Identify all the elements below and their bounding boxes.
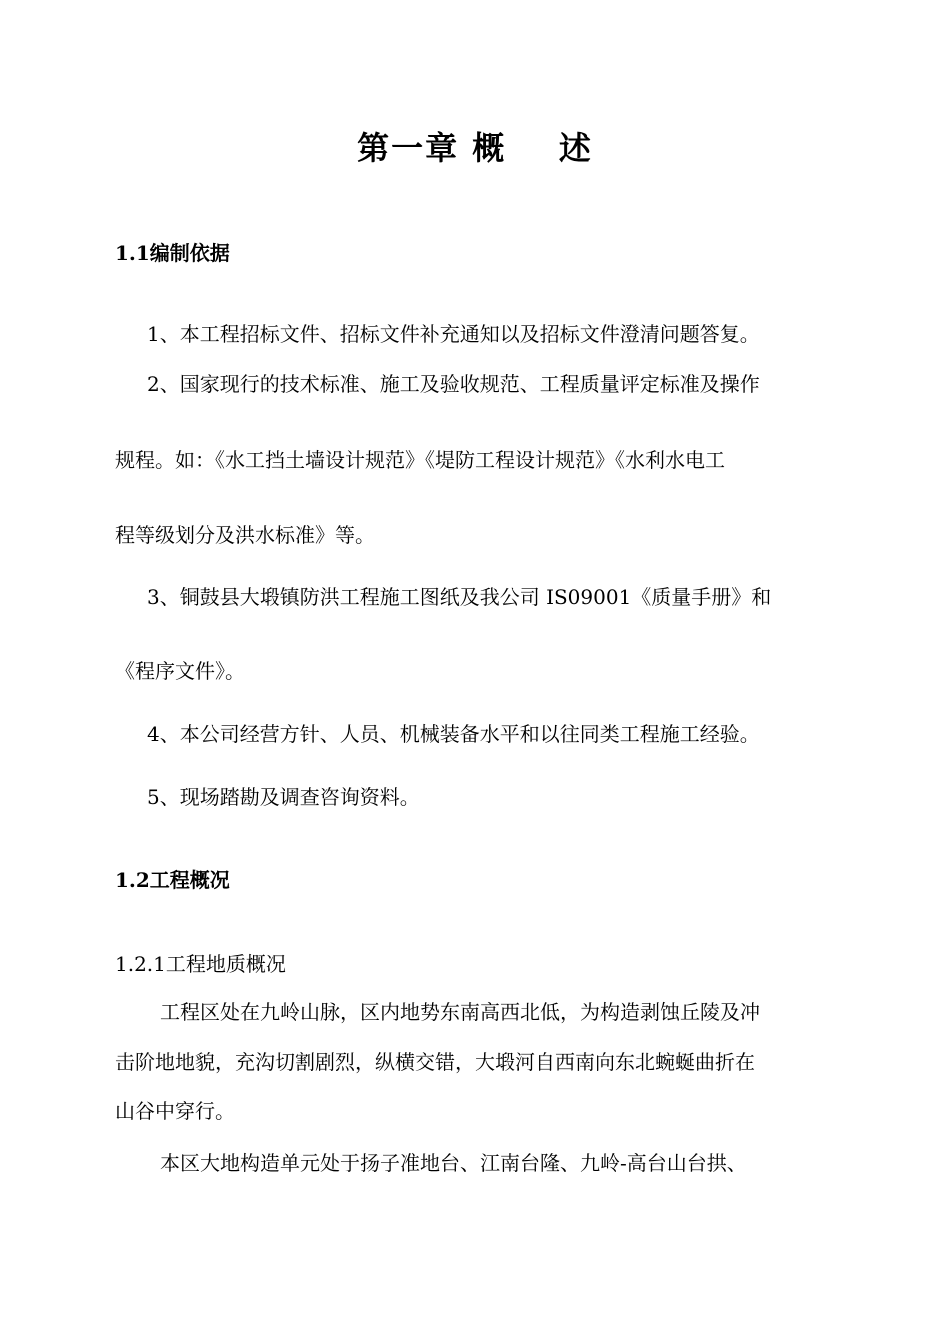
- basis-item-2-line-3: 程等级划分及洪水标准》等。: [115, 523, 375, 547]
- basis-item-4: 4、本公司经营方针、人员、机械装备水平和以往同类工程施工经验。: [147, 722, 760, 746]
- subsection-heading-1-2-1: 1.2.1工程地质概况: [115, 952, 286, 976]
- basis-item-5: 5、现场踏勘及调查咨询资料。: [147, 785, 420, 809]
- geology-para-1-line-2: 击阶地地貌，充沟切割剧烈，纵横交错，大塅河自西南向东北蜿蜒曲折在: [115, 1050, 755, 1074]
- section-heading-1-2: 1.2工程概况: [115, 868, 230, 892]
- geology-para-1-line-3: 山谷中穿行。: [115, 1099, 235, 1123]
- geology-para-1-line-1: 工程区处在九岭山脉，区内地势东南高西北低，为构造剥蚀丘陵及冲: [160, 1000, 760, 1024]
- basis-item-3-line-1: 3、铜鼓县大塅镇防洪工程施工图纸及我公司 IS09001《质量手册》和: [147, 585, 772, 609]
- geology-para-2-line-1: 本区大地构造单元处于扬子准地台、江南台隆、九岭-高台山台拱、: [160, 1151, 747, 1175]
- basis-item-1: 1、本工程招标文件、招标文件补充通知以及招标文件澄清问题答复。: [147, 322, 760, 346]
- basis-item-2-line-2: 规程。如：《水工挡土墙设计规范》《堤防工程设计规范》《水利水电工: [115, 448, 725, 472]
- section-heading-1-1: 1.1编制依据: [115, 241, 230, 265]
- chapter-title: 第一章 概 述: [357, 129, 593, 167]
- basis-item-2-line-1: 2、国家现行的技术标准、施工及验收规范、工程质量评定标准及操作: [147, 372, 760, 396]
- basis-item-3-line-2: 《程序文件》。: [115, 659, 245, 683]
